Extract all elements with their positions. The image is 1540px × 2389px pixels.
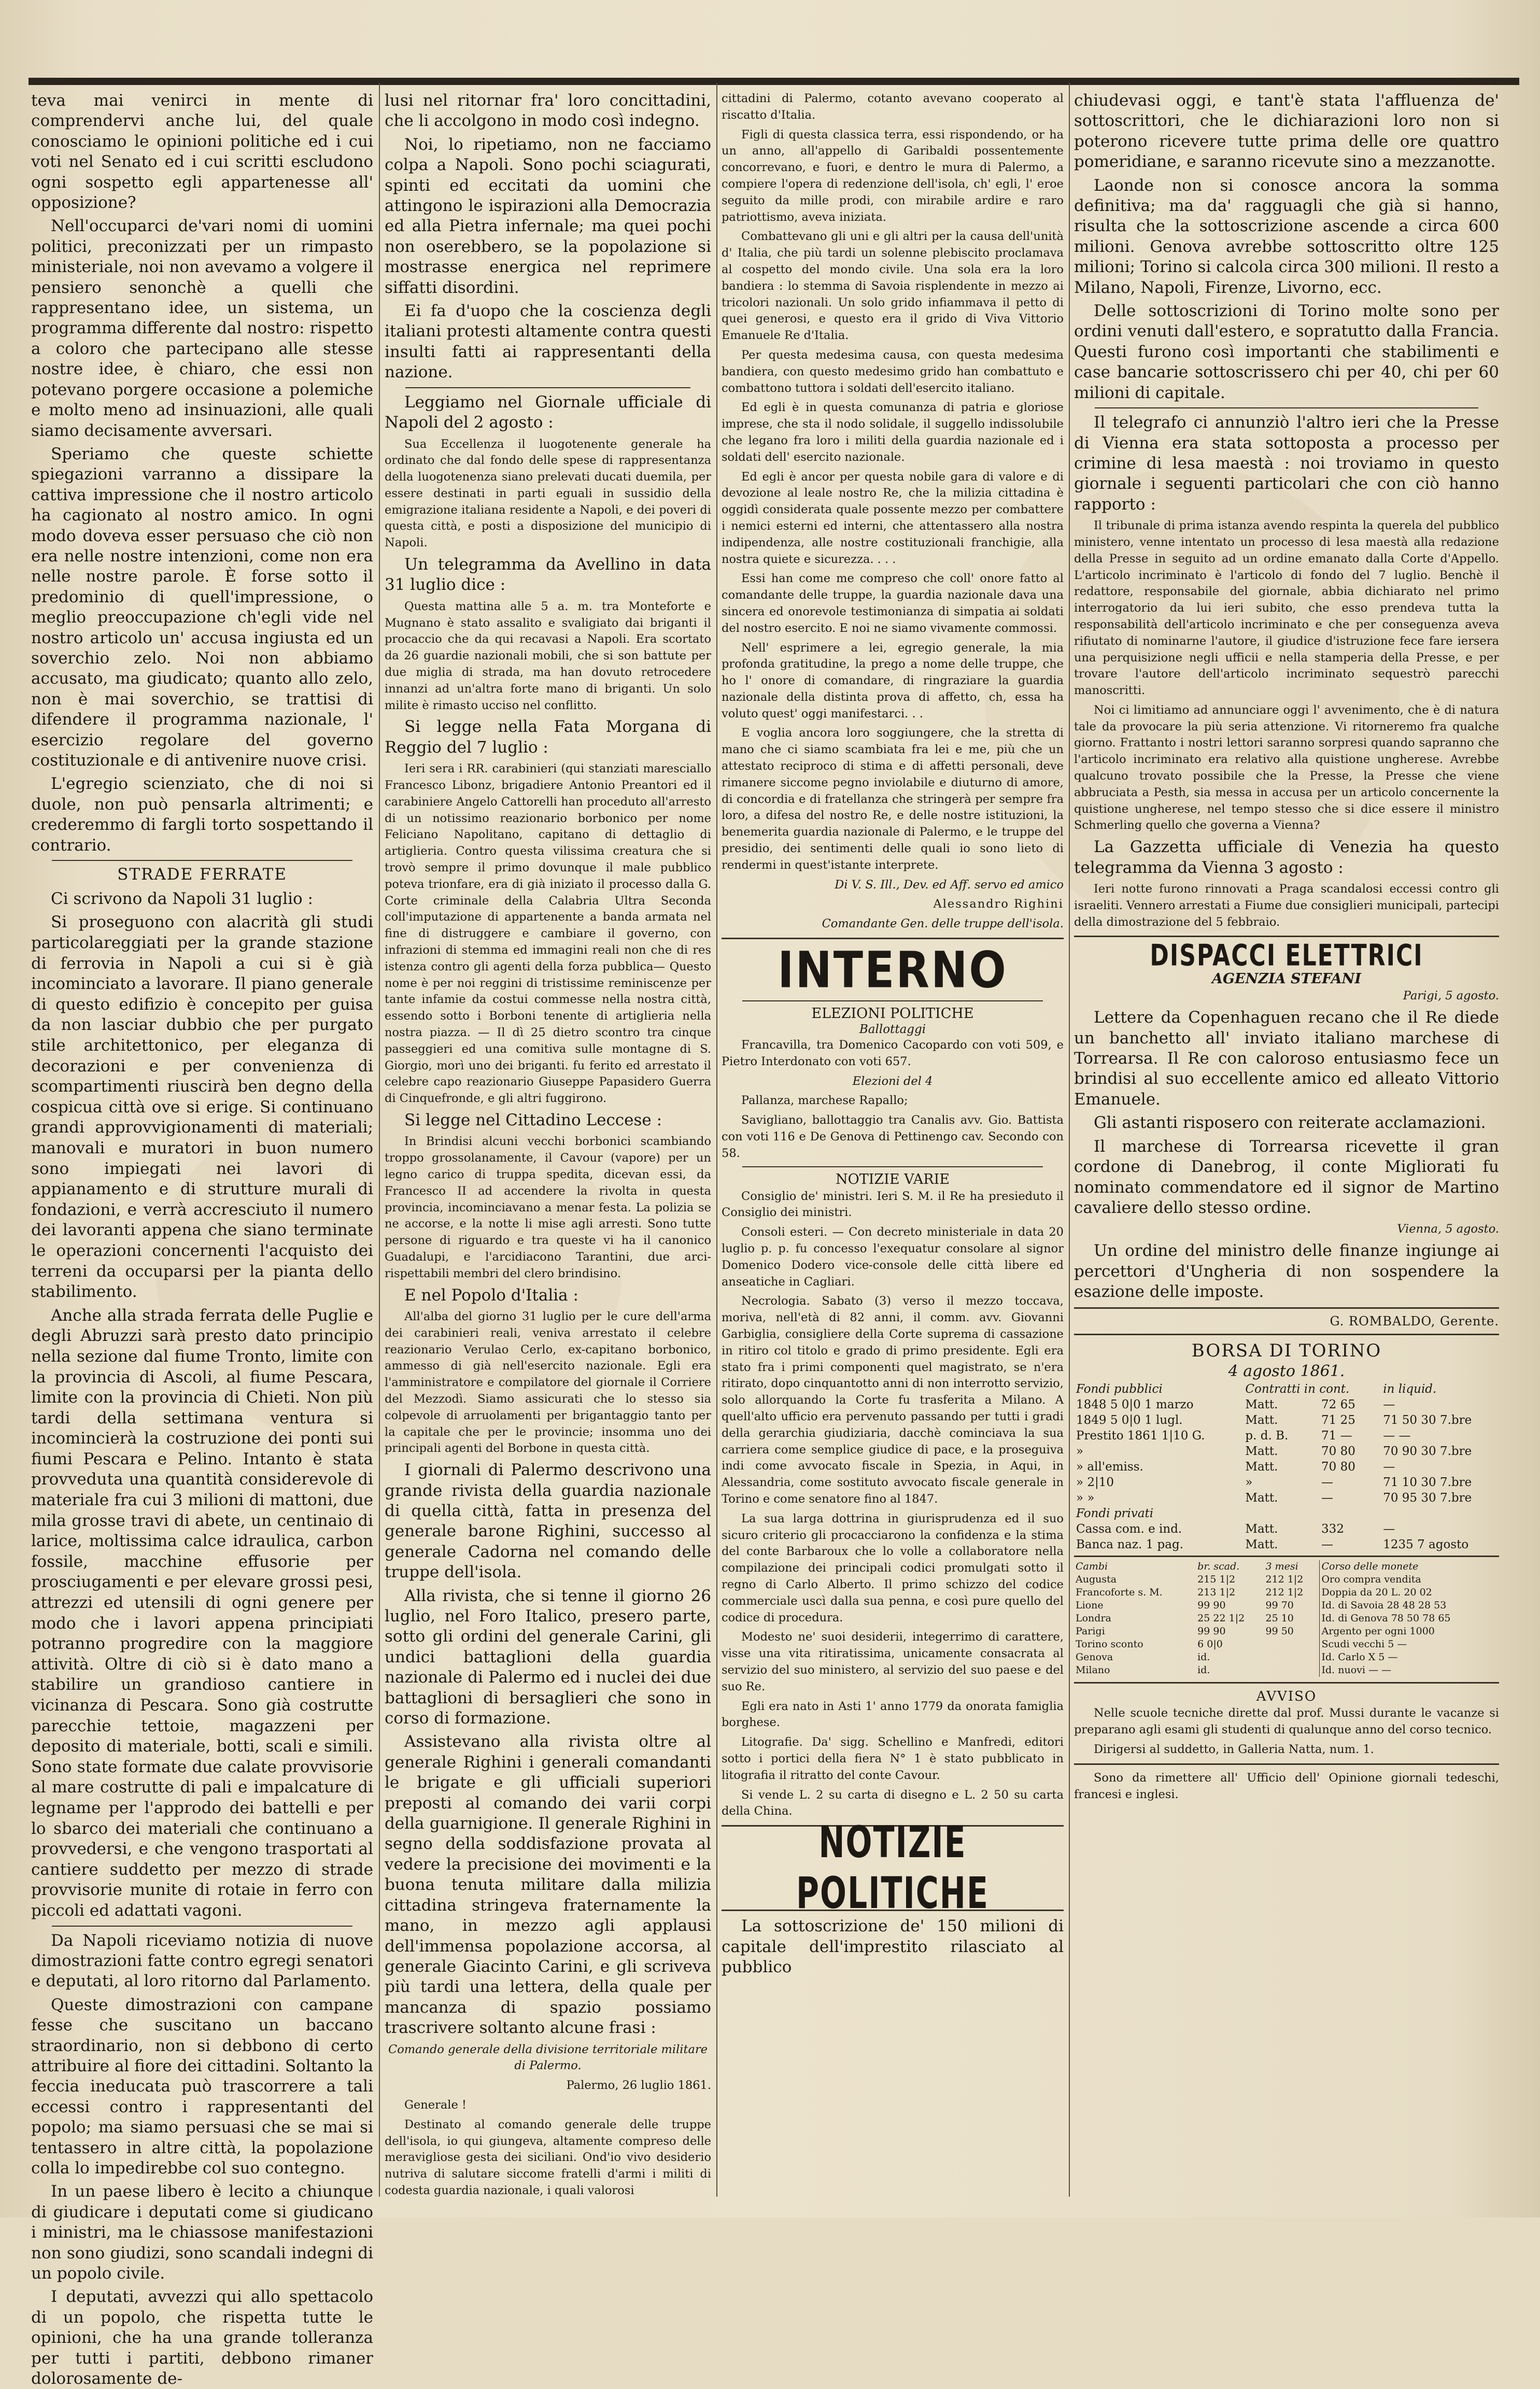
paragraph: Ieri sera i RR. carabinieri (qui stanziati maresciallo Francesco Libonz, brigadiere Antonio Preantori ed il carabiniere Angelo Cattorelli han proceduto all'arresto di un notissimo reazionario borbonico per nome Feliciano Napolitano, capitano di dettaglio di artiglieria. Contro questa vilissima creatura che si trovò sempre il primo dovunque il male pubblico poteva trionfare, era di già iniziato il processo dalla G. Corte criminale della Calabria Ultra Seconda coll'imputazione di appartenente a banda armata nel fine di distruggere e cambiare il governo, con infrazioni di stemma ed immagini reali non che di res istenza contro gli agenti della forza pubblica— Questo nome è per noi reggini di tristissime reminiscenze per tante infamie da costui commesse nella nostra città, essendo sotto i Borboni tenente di artiglieria nella nostra piazza. — Il dì 25 dietro scontro tra cinque passeggieri ed una comitiva sulle montagne di S. Giorgio, morì uno dei briganti. fu ferito ed arrestato il celebre capo reazionario Giuseppe Papasidero Guerra di Cinquefronde, e gli altri fuggirono. (385, 762, 711, 1106)
divider (1074, 1556, 1499, 1557)
paragraph: La sua larga dottrina in giurisprudenza ed il suo sicuro criterio gli procacciarono la confidenza e la stima del conte Barbaroux che lo volle a collaboratore nella compilazione dei principali codici promulgati sotto il regno di Carlo Alberto. Il primo schizzo del codice commerciale uscì dalla sua penna, e così pure quello del codice di procedura. (722, 1511, 1064, 1624)
paragraph: Dirigersi al suddetto, in Galleria Natta, num. 1. (1094, 1742, 1374, 1756)
divider (52, 860, 352, 861)
paragraph: Consoli esteri. — Con decreto ministeriale in data 20 luglio p. p. fu concesso l'exequatur consolare al signor Domenico Dodero vice-console delle città libere ed anseatiche in Cagliari. (722, 1225, 1064, 1289)
paragraph: Ieri notte furono rinnovati a Praga scandalosi eccessi contro gli israeliti. Vennero arrestati a Fiume due consiglieri municipali, partecipi della dimostrazione del 5 febbraio. (1074, 882, 1499, 929)
borsa-table (1074, 1381, 1499, 1552)
paragraph: Combattevano gli uni e gli altri per la causa dell'unità d' Italia, che più tardi un solenne plebiscito proclamava al cospetto del mondo civile. Una sola era la loro bandiera : lo stemma di Savoia risplendente in mezzo ai tricolori nazionali. Un solo grido infiammava il petto di quei generosi, e questo era il grido di Viva Vittorio Emanuele Re d'Italia. (722, 230, 1064, 343)
divider (1074, 1307, 1499, 1309)
table-header: Corso delle monete (1320, 1560, 1499, 1573)
table-row: Augusta 215 1|2 212 1|2 Oro compra vendita (1074, 1573, 1499, 1586)
dateline: Parigi, 5 agosto. (1403, 989, 1499, 1003)
paragraph: I giornali di Palermo descrivono una grande rivista della guardia nazionale di quella città, fatta in presenza del generale barone Righini, successo al generale Cadorna nel comando delle truppe dell'isola. (385, 1461, 711, 1582)
paragraph: Egli era nato in Asti 1' anno 1779 da onorata famiglia borghese. (722, 1699, 1064, 1730)
table-row: Genova id. Id. Carlo X 5 — (1074, 1651, 1499, 1664)
paragraph: La sottoscrizione de' 150 milioni di capitale dell'imprestito rilasciato al pubblico (722, 1917, 1064, 1976)
table-row: Parigi 99 90 99 50 Argento per ogni 1000 (1074, 1625, 1499, 1638)
heading-avviso: AVVISO (1256, 1689, 1317, 1705)
paragraph: Destinato al comando generale delle truppe dell'isola, io qui giungeva, altamente compreso delle meravigliose gesta dei siciliani. Ond'io vivo desiderio nutriva di salutare siccome fratelli d'armi i militi di codesta guardia nazionale, i quali valorosi (385, 2117, 711, 2197)
heading-borsa: BORSA DI TORINO (1191, 1340, 1382, 1362)
letter-salutation: Generale ! (404, 2098, 467, 2112)
paragraph: Figli di questa classica terra, essi rispondendo, or ha un anno, all'appello di Garibaldi possentemente concorrevano, e fuori, e dentro le mura di Palermo, a compiere l'opera di redenzione dell'isola, ch' egli, l' eroe seguito da mille prodi, con mirabile ardire e raro patriottismo, aveva iniziata. (722, 128, 1064, 224)
section-heading-notizie-politiche: NOTIZIE POLITICHE (796, 1817, 990, 1919)
paragraph: Sono da rimettere all' Ufficio dell' Opinione giornali tedeschi, francesi e inglesi. (1074, 1771, 1499, 1801)
table-row: 1849 5 0|0 1 lugl. Matt. 71 25 71 50 30 7.bre (1076, 1413, 1472, 1427)
paragraph: Assistevano alla rivista oltre al generale Righini i generali comandanti le brigate e gli ufficiali superiori preposti al comando dei varii corpi della guarnigione. Il generale Righini in segno della soddisfazione provata al vedere la precisione dei movimenti e la buona tenuta militare dalla milizia cittadina stringeva fraternamente la mano, in mezzo agli applausi dell'immensa popolazione accorsa, al generale Giacinto Carini, e gli scriveva più tardi una lettera, della quale per mancanza di spazio possiamo trascrivere soltanto alcune frasi : (385, 1732, 711, 2038)
paragraph: Si proseguono con alacrità gli studi particolareggiati per la grande stazione di ferrovia in Napoli a cui si è già incominciato a lavorare. Il piano generale di questo edifizio è concepito per guisa da non lasciar dubbio che per purgato stile architettonico, per eleganza di decorazioni e per convenienza di scompartimenti riuscirà ben degno della cospicua città ove si erige. Si continuano grandi approvvigionamenti di materiali; manovali e muratori in buon numero sono impiegati nei lavori di appianamento e di strutture murali di fondazioni, e verrà accresciuto il numero dei lavoranti appena che siano terminate le operazioni concernenti l'acquisto dei terreni da occuparsi per la pianta dello stabilimento. (31, 913, 373, 1302)
section-heading-dispacci: DISPACCI ELETTRICI (1150, 938, 1423, 973)
table-row: » all'emiss. Matt. 70 80 — (1076, 1460, 1395, 1474)
paragraph: Necrologia. Sabato (3) verso il mezzo toccava, moriva, nell'età di 82 anni, il comm. avv. Giovanni Garbiglia, consigliere della Corte suprema di cassazione in ritiro col titolo e grado di primo presidente. Egli era stato fra i primi componenti quel magistrato, se n'era ritirato, dopo cinquantotto anni di non interrotto servizio, solo allorquando la Corte fu trasferita a Milano. A quell'alto ufficio era pervenuto passando per tutti i gradi della gerarchia giudiziaria, dacchè cominciava la sua carriera come semplice giudice di pace, e la proseguiva indi come avvocato fiscale in Spezia, in Aqui, in Alessandria, come sostituto avvocato fiscale generale in Torino e come senatore fino al 1847. (722, 1294, 1064, 1506)
paragraph: Essi han come me compreso che coll' onore fatto al comandante delle truppe, la guardia nazionale dava una sincera ed onorevole testimonianza di simpatia ai soldati del nostro esercito. E noi ne siamo vivamente commossi. (722, 572, 1064, 635)
table-subheader: Fondi privati (1076, 1507, 1154, 1521)
paragraph: La Gazzetta ufficiale di Venezia ha questo telegramma da Vienna 3 agosto : (1074, 838, 1499, 877)
dateline: Vienna, 5 agosto. (1397, 1222, 1499, 1236)
paragraph: Un ordine del ministro delle finanze ingiunge ai percettori d'Ungheria di non sospendere la esazione delle imposte. (1074, 1241, 1499, 1301)
paragraph: Si legge nella Fata Morgana di Reggio del 7 luglio : (385, 717, 711, 757)
paragraph: Ci scrivono da Napoli 31 luglio : (51, 889, 313, 909)
divider (1074, 1763, 1499, 1765)
column-4 (1074, 91, 1499, 2189)
paragraph: Consiglio de' ministri. Ieri S. M. il Re ha presieduto il Consiglio dei ministri. (722, 1189, 1064, 1220)
letter-heading: Comando generale della divisione territoriale militare di Palermo. (388, 2042, 708, 2073)
paragraph: Si legge nel Cittadino Leccese : (404, 1111, 662, 1130)
paragraph: In Brindisi alcuni vecchi borbonici scambiando troppo grossolanamente, il Cavour (vapore) per un legno carico di truppa spedita, dicevan essi, da Francesco II ad accendere la rivolta in questa provincia, incominciavano a menar festa. La polizia se ne accorse, e la notte li mise agli arresti. Sono tutte persone di riguardo e tra queste vi ha il canonico Guadalupi, e l'arcidiacono Tarantini, due arci-rispettabili membri del clero brindisino. (385, 1135, 711, 1280)
divider (1095, 407, 1478, 408)
paragraph: Alla rivista, che si tenne il giorno 26 luglio, nel Foro Italico, presero parte, sotto gli ordini del generale Carini, gli undici battaglioni della guardia nazionale di Palermo ed i nuclei dei due battaglioni di bersaglieri che sono in corso di formazione. (385, 1586, 711, 1728)
divider (405, 387, 690, 388)
column-2 (385, 91, 711, 2197)
paragraph: E voglia ancora loro soggiungere, che la stretta di mano che ci siamo scambiata fra lei e me, più che un attestato reciproco di stima e di affetti personali, deve rimanere siccome pegno inviolabile e diuturno di amore, di concordia e di fratellanza che stringerà per sempre fra loro, a difesa del nostro Re, e delle nostre istituzioni, la benemerita guardia nazionale di Palermo, e le truppe del presidio, dei sentimenti delle quali io sono lieto di rendermi in quest'istante interprete. (722, 726, 1064, 872)
table-row: Milano id. Id. nuovi — — (1074, 1664, 1499, 1677)
table-header: Fondi pubblici (1076, 1382, 1163, 1396)
paragraph: Savigliano, ballottaggio tra Canalis avv. Gio. Battista con voti 116 e De Genova di Pettinengo cav. Secondo con 58. (722, 1113, 1064, 1160)
paragraph: Questa mattina alle 5 a. m. tra Monteforte e Mugnano è stato assalito e svaligiato dai briganti il procaccio che da qui recavasi a Napoli. Era scortato da 26 guardie nazionali mobili, che si son battute per due miglia di strada, ma han dovuto retrocedere innanzi ad un'altra forte mano di briganti. Un solo milite è rimasto ucciso nel conflitto. (385, 599, 711, 712)
heading-notizie-varie: NOTIZIE VARIE (835, 1171, 950, 1188)
table-row: Prestito 1861 1|10 G. p. d. B. 71 — — — (1076, 1429, 1411, 1443)
borsa-date: 4 agosto 1861. (1228, 1362, 1345, 1381)
table-row: Torino sconto 6 0|0 Scudi vecchi 5 — (1074, 1638, 1499, 1651)
paragraph: Il marchese di Torrearsa ricevette il gran cordone di Danebrog, il conte Migliorati fu nominato commendatore ed il signor de Martino cavaliere dello stesso ordine. (1074, 1137, 1499, 1217)
divider (1074, 1682, 1499, 1684)
section-heading-strade-ferrate: STRADE FERRATE (117, 865, 287, 884)
table-row: » 2|10 » — 71 10 30 7.bre (1076, 1476, 1472, 1490)
column-1 (31, 91, 373, 2388)
gerente-signature: G. ROMBALDO, Gerente. (1330, 1314, 1499, 1329)
paragraph: Da Napoli riceviamo notizia di nuove dimostrazioni fatte contro egregi senatori e deputati, al loro ritorno dal Parlamento. (31, 1931, 373, 1991)
paragraph: Queste dimostrazioni con campane fesse che suscitano un baccano straordinario, non si debbono di certo attribuire al fiore dei cittadini. Soltanto la feccia ineducata può trascorrere a tali eccessi contro i rappresentanti del popolo; ma siamo persuasi che se mai si tentassero in altre città, la popolazione colla lo impedirebbe col suo contegno. (31, 1995, 373, 2178)
table-row: Cassa com. e ind. Matt. 332 — (1076, 1522, 1395, 1536)
cambi-table (1074, 1560, 1499, 1677)
divider (1074, 936, 1499, 937)
table-header: 3 mesi (1265, 1561, 1298, 1573)
table-header: Contratti in cont. (1245, 1382, 1350, 1396)
paragraph: Per questa medesima causa, con questa medesima bandiera, con questo medesimo grido han combattuto e combattono tuttora i soldati dell'esercito italiano. (722, 348, 1064, 395)
paragraph: Ed egli è ancor per questa nobile gara di valore e di devozione al leale nostro Re, che la milizia cittadina è oggidì considerata quale possente mezzo per combattere i nemici esterni ed interni, che attentassero alla nostra indipendenza, alle nostre costituzionali franchigie, alla nostra quiete e sicurezza. . . . (722, 470, 1064, 566)
paragraph: Nelle scuole tecniche dirette dal prof. Mussi durante le vacanze si preparano agli esami gli studenti di qualunque anno del corso tecnico. (1074, 1706, 1499, 1737)
paragraph: Il tribunale di prima istanza avendo respinta la querela del pubblico ministero, venne intentato un processo di lesa maestà alla redazione della Presse in seguito ad un ordine emanato dalla Corte d'Appello. L'articolo incriminato è l'articolo di fondo del 7 luglio. Benchè il redattore, responsabile del giornale, abbia dichiarato nel primo interrogatorio da lui ieri subito, che esso prendeva tutta la responsabilità dell'articolo incriminato e che per conseguenza aveva rifiutato di nominarne l'autore, il giudice d'istruzione fece fare iersera una perquisizione negli ufficii e nella stamperia della Presse, e per trovare l'autore dell'articolo incriminato sequestrò parecchi manoscritti. (1074, 519, 1499, 698)
paragraph: Sua Eccellenza il luogotenente generale ha ordinato che dal fondo delle spese di rappresentanza della luogotenenza siano prelevati ducati duemila, per essere destinati in parti eguali in sussidio della emigrazione italiana residente a Napoli, e dei poveri di questa città, e posti a disposizione del municipio di Napoli. (385, 437, 711, 550)
paragraph: Noi ci limitiamo ad annunciare oggi l' avvenimento, che è di natura tale da provocare la più seria attenzione. Vi ritorneremo fra qualche giorno. Frattanto i nostri lettori saranno sorpresi quando sapranno che l'articolo incriminato era relativo alla quistione ungherese. Avrebbe qualcuno trovato possibile che la Presse, la Presse che viene abbruciata a Pesth, sia messa in accusa per un articolo concernente la quistione ungherese, nel tempo stesso che si dice essere il ministro Schmerling quello che governa a Vienna? (1074, 703, 1499, 832)
paragraph: Ed egli è in questa comunanza di patria e gloriose imprese, che sta il nodo solidale, il suggello indissolubile che legano fra loro i militi della guardia nazionale ed i soldati dell' esercito nazionale. (722, 401, 1064, 464)
column-separator (716, 83, 717, 2197)
top-rule (29, 78, 1519, 85)
paragraph: teva mai venirci in mente di comprendervi anche lui, del quale conosciamo le opinioni politiche ed i cui voti nel Senato ed i cui scritti escludono ogni sospetto egli appartenesse all' opposizione? (31, 91, 373, 213)
paragraph: Delle sottoscrizioni di Torino molte sono per ordini venuti dall'estero, e sopratutto dalla Francia. Questi furono così importanti che stabilimenti e case bancarie sottoscrissero chi per 40, chi per 60 milioni di capitale. (1074, 302, 1499, 402)
table-header: br. scad. (1197, 1561, 1240, 1573)
divider (722, 938, 1064, 939)
paragraph: Il telegrafo ci annunziò l'altro ieri che la Presse di Vienna era stata sottoposta a processo per crimine di lesa maestà : noi troviamo in questo giornale i seguenti particolari che con ciò hanno rapporto : (1074, 413, 1499, 514)
paragraph: Gli astanti risposero con reiterate acclamazioni. (1094, 1113, 1486, 1133)
table-row: » Matt. 70 80 70 90 30 7.bre (1076, 1445, 1472, 1459)
paragraph: E nel Popolo d'Italia : (404, 1285, 578, 1305)
column-separator (379, 83, 380, 2197)
table-header: Cambi (1076, 1561, 1108, 1573)
paragraph: chiudevasi oggi, e tant'è stata l'affluenza de' sottoscrittori, che le dichiarazioni loro non si poterono ricevere tutte prima delle ore quattro pomeridiane, e saranno ricevute sino a mezzanotte. (1074, 91, 1499, 172)
paragraph: All'alba del giorno 31 luglio per le cure dell'arma dei carabinieri reali, veniva arrestato il celebre reazionario Verulao Cerlo, ex-capitano borbonico, ammesso di già nell'esercito nazionale. Egli era l'amministratore e compilatore del giornale il Corriere del Mezzodì. Siamo assicurati che lo stesso sia colpevole di arruolamenti per brigantaggio tanto per la capitale che per le provincie; insomma uno dei principali agenti del Borbone in questa città. (385, 1310, 711, 1455)
heading-elezioni: ELEZIONI POLITICHE (811, 1006, 974, 1022)
signature-title: Comandante Gen. delle truppe dell'isola. (822, 917, 1064, 931)
section-heading-interno: INTERNO (778, 940, 1008, 999)
paragraph: Nell'occuparci de'vari nomi di uomini politici, preconizzati per un rimpasto ministeriale, noi non avevamo a volgere il pensiero senonchè a quelli che rappresentano idee, un sistema, un programma differente dal nostro: rispetto a coloro che partecipano alle stesse nostre idee, è chiaro, che essi non potevano porgere occasione a polemiche e molto meno ad insinuazioni, alle quali siamo decisamente avversari. (31, 217, 373, 440)
paragraph: L'egregio scienziato, che di noi si duole, non può pensarla altrimenti; e crederemmo di fargli torto sospettando il contrario. (31, 774, 373, 855)
divider (52, 1926, 352, 1927)
paragraph: Modesto ne' suoi desiderii, integerrimo di carattere, visse una vita ritiratissima, unicamente consacrata al servizio del suo ministero, al servizio del suo paese e del suo Re. (722, 1630, 1064, 1693)
letter-date: Palermo, 26 luglio 1861. (566, 2079, 711, 2093)
paragraph: Si vende L. 2 su carta di disegno e L. 2 50 su carta della China. (722, 1788, 1064, 1818)
table-header: in liquid. (1383, 1382, 1437, 1396)
paragraph: Speriamo che queste schiette spiegazioni varranno a dissipare la cattiva impressione che il nostro articolo ha cagionato al nostro amico. In ogni modo doveva esser persuaso che ciò non era nelle nostre intenzioni, come non era nelle nostre parole. È forse sotto il predominio di quell'impressione, o meglio preoccupazione ch'egli vide nel nostro articolo un' accusa ingiusta ed un soverchio zelo. Noi non abbiamo accusato, ma giudicato; quanto allo zelo, non è mai soverchio, se trattisi di difendere il programma nazionale, l' esercizio regolare del governo costituzionale e di antivenire nuove crisi. (31, 444, 373, 770)
paragraph: Nell' esprimere a lei, egregio generale, la mia profonda gratitudine, la prego a nome delle truppe, che ho l' onore di comandare, di ringraziare la guardia nazionale della distinta prova di affetto, ch, essa ha voluto quest' oggi manifestarci. . . (722, 641, 1064, 720)
table-row: 1848 5 0|0 1 marzo Matt. 72 65 — (1076, 1398, 1395, 1412)
table-row: Banca naz. 1 pag. Matt. — 1235 7 agosto (1076, 1538, 1469, 1552)
signature-name: Alessandro Righini (933, 897, 1064, 911)
paragraph: Un telegramma da Avellino in data 31 luglio dice : (385, 555, 711, 595)
paragraph: Leggiamo nel Giornale ufficiale di Napoli del 2 agosto : (385, 392, 711, 432)
paragraph: Francavilla, tra Domenico Cacopardo con voti 509, e Pietro Interdonato con voti 657. (722, 1038, 1064, 1068)
paragraph: cittadini di Palermo, cotanto avevano cooperato al riscatto d'Italia. (722, 92, 1064, 122)
paragraph: In un paese libero è lecito a chiunque di giudicare i deputati come si giudicano i ministri, ma le chiassose manifestazioni non sono giudizi, sono scandali indegni di un popolo civile. (31, 2182, 373, 2283)
signature-line: Di V. S. Ill., Dev. ed Aff. servo ed amico (835, 878, 1064, 892)
paragraph: Lettere da Copenhaguen recano che il Re diede un banchetto all' inviato italiano marchese di Torrearsa. Il Re con caloroso entusiasmo fece un brindisi al suo eccellente amico ed alleato Vittorio Emanuele. (1074, 1008, 1499, 1109)
column-3 (722, 91, 1064, 2189)
column-separator (1069, 83, 1070, 2197)
heading-ballottaggi: Ballottaggi (859, 1023, 926, 1037)
subheading: Elezioni del 4 (852, 1074, 933, 1088)
paragraph: Laonde non si conosce ancora la somma definitiva; ma da' ragguagli che già si hanno, risulta che la sottoscrizione ascende a circa 600 milioni. Genova avrebbe sottoscritto oltre 125 milioni; Torino si calcola circa 300 milioni. Il resto a Milano, Napoli, Firenze, Livorno, ecc. (1074, 176, 1499, 297)
table-row: Francoforte s. M. 213 1|2 212 1|2 Doppia da 20 L. 20 02 (1074, 1586, 1499, 1599)
table-row: Lione 99 90 99 70 Id. di Savoia 28 48 28 53 (1074, 1599, 1499, 1612)
paragraph: Noi, lo ripetiamo, non ne facciamo colpa a Napoli. Sono pochi sciagurati, spinti ed eccitati da uomini che attingono le ispirazioni alla Democrazia ed alla Pietra infernale; ma quei pochi non oserebbero, se la popolazione si mostrasse energica nel reprimere siffatti disordini. (385, 135, 711, 297)
paragraph: Anche alla strada ferrata delle Puglie e degli Abruzzi sarà presto dato principio nella sezione dal fiume Tronto, limite con la provincia di Ascoli, al fiume Pescara, limite con la provincia di Chieti. Non più tardi della settimana ventura si incomincierà la costruzione dei ponti sui fiumi Pescara e Pelino. Intanto è stata provveduta una quantità considerevole di materiale fra cui 3 milioni di mattoni, due mila grosse travi di abete, un centinaio di larice, moltissima calce idraulica, carbon fossile, macchine effusorie per prosciugamenti e per elevare grossi pesi, attrezzi ed utensili di ogni genere per modo che i lavori appena principiati potranno progredire con la maggiore attività. Oltre di ciò si è dato mano a stabilire un grandioso cantiere in vicinanza di Pescara. Sono già costrutte parecchie tettoie, magazzeni per deposito di materiale, botti, scali e simili. Sono state formate due calate provvisorie al mare costrutte di pali e impalcature di legname per l'approdo dei battelli e per lo sbarco dei materiali che continuano a provvedersi, e che vengono trasportati al cantiere suddetto per mezzo di strade provvisorie munite di rotaie in ferro con piccoli ed adattati vagoni. (31, 1306, 373, 1920)
divider (742, 1166, 1043, 1167)
paragraph: I deputati, avvezzi qui allo spettacolo di un popolo, che rispetta tutte le opinioni, che ha una grande tolleranza per tutti i partiti, debbono rimaner dolorosamente de- (31, 2287, 373, 2388)
paragraph: Pallanza, marchese Rapallo; (741, 1094, 908, 1108)
heading-agenzia-stefani: AGENZIA STEFANI (1212, 971, 1361, 987)
divider (742, 1000, 1043, 1001)
paragraph: Ei fa d'uopo che la coscienza degli italiani protesti altamente contra questi insulti fatti ai rappresentanti della nazione. (385, 302, 711, 382)
paragraph: Litografie. Da' sigg. Schellino e Manfredi, editori sotto i portici della fiera N° 1 è stato pubblicato in litografia il ritratto del conte Cavour. (722, 1735, 1064, 1782)
divider (1074, 1334, 1499, 1335)
table-row: Londra 25 22 1|2 25 10 Id. di Genova 78 50 78 65 (1074, 1612, 1499, 1625)
paragraph: lusi nel ritornar fra' loro concittadini, che li accolgono in modo così indegno. (385, 91, 711, 131)
table-row: » » Matt. — 70 95 30 7.bre (1076, 1491, 1472, 1505)
